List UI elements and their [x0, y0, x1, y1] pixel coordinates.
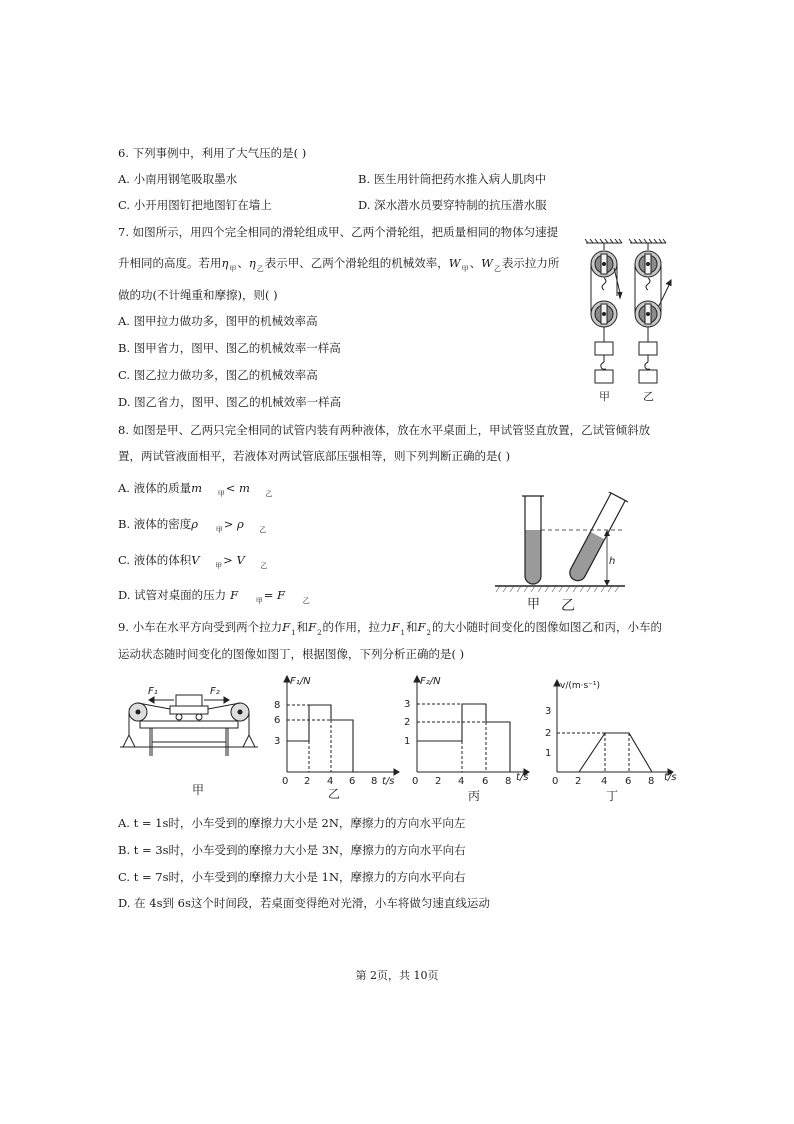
- q7-pulley-figure: [580, 238, 675, 406]
- f1-xtick: 4: [327, 776, 334, 787]
- q6-option-d: D. 深水潜水员要穿特制的抗压潜水服: [358, 198, 547, 212]
- f1-xtick: 8: [371, 776, 378, 787]
- q9-option-b: B. t = 3s时，小车受到的摩擦力大小是 3N，摩擦力的方向水平向右: [118, 843, 466, 857]
- f2-xtick: 0: [412, 776, 419, 787]
- tube-label-yi: 乙: [561, 598, 575, 614]
- pulley-label-jia: 甲: [599, 390, 610, 403]
- q8-test-tube-figure: [495, 492, 630, 614]
- q7-option-a: A. 图甲拉力做功多，图甲的机械效率高: [118, 314, 318, 328]
- f1-xtick: 6: [349, 776, 356, 787]
- q9-chart-f1: [272, 672, 407, 800]
- height-label: h: [609, 556, 616, 567]
- velocity-ylabel: v/(m·s⁻¹): [560, 681, 601, 691]
- pulley-label-yi: 乙: [643, 390, 654, 403]
- fig-label-jia: 甲: [192, 783, 205, 797]
- f2-xtick: 2: [435, 776, 442, 787]
- f1-xlabel: t/s: [382, 776, 395, 787]
- q6-stem: 6. 下列事例中，利用了大气压的是( ): [118, 146, 307, 160]
- velocity-xtick: 4: [601, 776, 608, 787]
- q9-option-d: D. 在 4s到 6s这个时间段，若桌面变得绝对光滑，小车将做匀速直线运动: [118, 896, 490, 910]
- q9-chart-velocity: [542, 676, 682, 804]
- q7-option-b: B. 图甲省力，图甲、图乙的机械效率一样高: [118, 341, 341, 355]
- f2-xtick: 8: [505, 776, 512, 787]
- q7-line3: 做的功(不计绳重和摩擦)，则( ): [118, 288, 278, 302]
- velocity-xtick: 2: [575, 776, 582, 787]
- velocity-xlabel: t/s: [664, 772, 677, 783]
- fig-label-yi: 乙: [328, 787, 341, 800]
- tube-label-jia: 甲: [527, 597, 541, 612]
- q7-line1: 7. 如图所示，用四个完全相同的滑轮组成甲、乙两个滑轮组，把质量相同的物体匀速提: [118, 225, 559, 239]
- pulley-system-jia: [591, 243, 622, 383]
- fig-label-bing: 丙: [468, 789, 481, 802]
- q8-option-c: C. 液体的体积V $_甲$> V $_乙$: [118, 553, 268, 570]
- q6-option-b: B. 医生用针筒把药水推入病人肌肉中: [358, 172, 547, 186]
- velocity-ytick: 1: [545, 748, 552, 759]
- velocity-ytick: 3: [545, 706, 552, 717]
- f1-ytick: 8: [274, 700, 281, 711]
- q6-option-a: A. 小南用钢笔吸取墨水: [118, 172, 238, 186]
- q9-line2: 运动状态随时间变化的图像如图丁，根据图像，下列分析正确的是( ): [118, 647, 465, 661]
- f2-ytick: 3: [404, 699, 411, 710]
- f2-ytick: 2: [404, 717, 411, 728]
- q7-line2: 升相同的高度。若用$\eta_甲$、$\eta_乙$表示甲、乙两个滑轮组的机械效率，$W_甲$、$W_乙$表示拉力所: [118, 256, 560, 273]
- q8-option-a: A. 液体的质量m $_甲$< m $_乙$: [118, 481, 273, 498]
- q9-option-a: A. t = 1s时，小车受到的摩擦力大小是 2N，摩擦力的方向水平向左: [118, 816, 466, 830]
- q9-option-c: C. t = 7s时，小车受到的摩擦力大小是 1N，摩擦力的方向水平向右: [118, 870, 466, 884]
- pulley-system-yi: [635, 243, 671, 383]
- f2-xtick: 4: [458, 776, 465, 787]
- q9-cart-figure: [118, 680, 258, 800]
- force-label-f2: F₂: [210, 686, 220, 697]
- fig-label-ding: 丁: [606, 789, 619, 803]
- f1-ylabel: F₁/N: [290, 676, 311, 687]
- f2-xlabel: t/s: [516, 772, 529, 783]
- q8-option-d: D. 试管对桌面的压力 F $_甲$= F $_乙$: [118, 588, 310, 605]
- f1-xtick: 0: [282, 776, 289, 787]
- force-label-f1: F₁: [148, 686, 158, 697]
- q8-line1: 8. 如图是甲、乙两只完全相同的试管内装有两种液体，放在水平桌面上，甲试管竖直放置，乙试管倾斜放: [118, 423, 651, 437]
- q9-chart-f2: [402, 672, 537, 802]
- q8-line2: 置，两试管液面相平，若液体对两试管底部压强相等，则下列判断正确的是( ): [118, 449, 511, 463]
- velocity-xtick: 8: [648, 776, 655, 787]
- q7-option-c: C. 图乙拉力做功多，图乙的机械效率高: [118, 368, 318, 382]
- q9-line1: 9. 小车在水平方向受到两个拉力$F_1$和$F_2$的作用，拉力$F_1$和$F_2$的大小随时间变化的图像如图乙和丙，小车的: [118, 620, 662, 637]
- q6-option-c: C. 小开用图钉把地图钉在墙上: [118, 198, 272, 212]
- velocity-ytick: 2: [545, 728, 552, 739]
- velocity-xtick: 0: [552, 776, 559, 787]
- q8-option-b: B. 液体的密度ρ $_甲$> ρ $_乙$: [118, 517, 267, 534]
- velocity-xtick: 6: [625, 776, 632, 787]
- f1-ytick: 6: [274, 715, 281, 726]
- f2-xtick: 6: [482, 776, 489, 787]
- f1-ytick: 3: [274, 736, 281, 747]
- f1-xtick: 2: [304, 776, 311, 787]
- f2-ylabel: F₂/N: [420, 676, 441, 687]
- page-footer: 第 2页，共 10页: [355, 969, 439, 982]
- q7-option-d: D. 图乙省力，图甲、图乙的机械效率一样高: [118, 395, 342, 409]
- f2-ytick: 1: [404, 736, 411, 747]
